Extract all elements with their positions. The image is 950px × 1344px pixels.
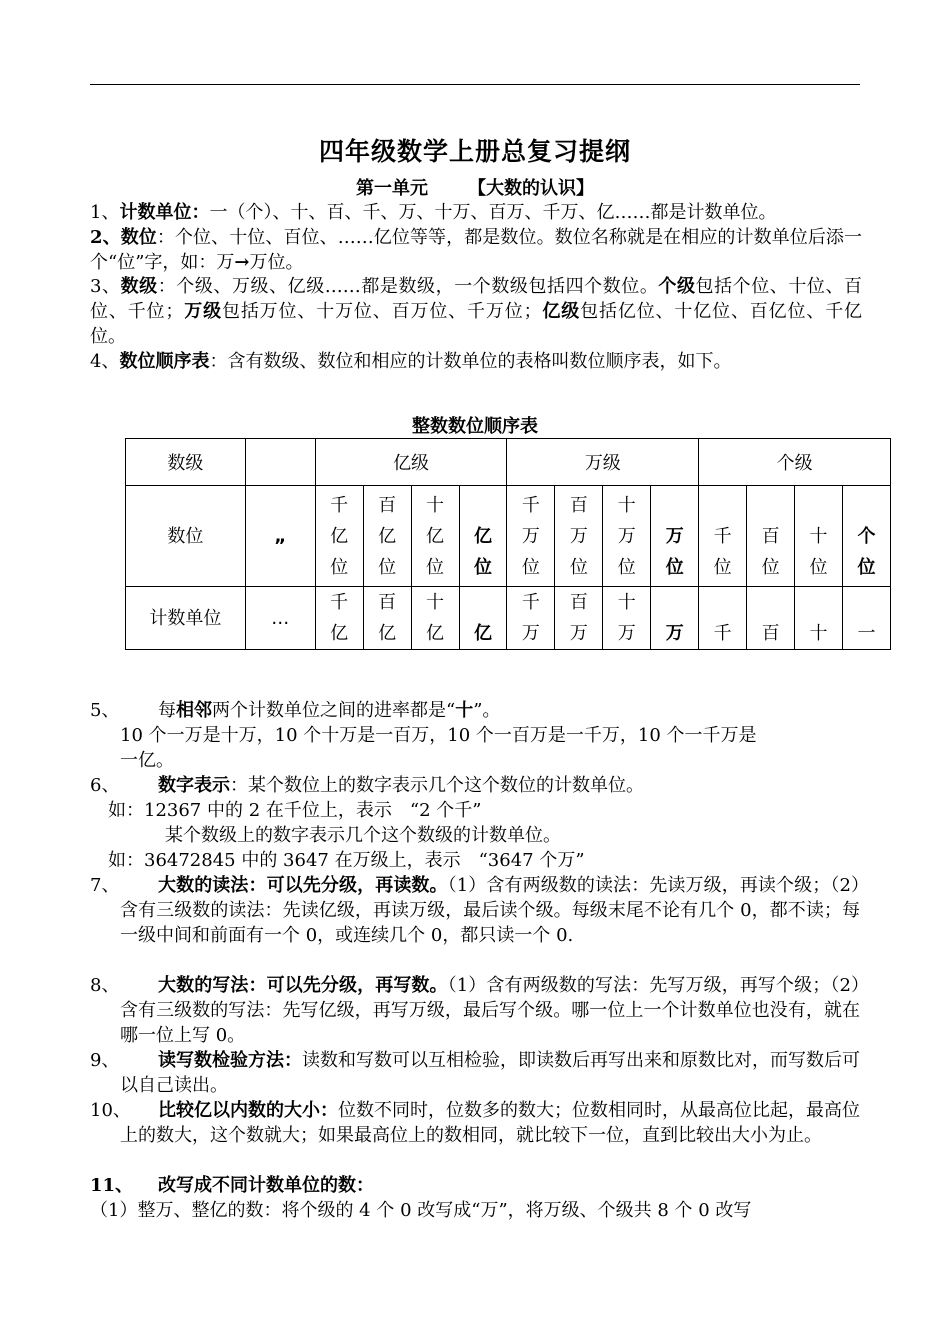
item-number-11: 11、 (90, 1175, 134, 1196)
digit-cell: 十 万 位 (603, 486, 651, 587)
unit-label: 第一单元 (356, 178, 428, 199)
term: 数级 (120, 276, 158, 297)
digit-cell: 千 亿 位 (315, 486, 363, 587)
text: 包括个位、十位、百位、千位； (90, 276, 863, 322)
paragraph-5: 每相邻两个计数单位之间的进率都是“十”。 (158, 700, 501, 721)
unit-topic: 【大数的认识】 (468, 178, 594, 199)
paragraph-11-sub1: （1）整万、整亿的数：将个级的 4 个 0 改写成“万”，将万级、个级共 8 个 0 改写 (90, 1200, 752, 1221)
unit-cell: 亿 (459, 587, 507, 650)
paragraph-5-line2: 10 个一万是十万，10 个十万是一百万，10 个一百万是一千万，10 个一千万是 (120, 725, 757, 746)
header-rule (90, 84, 860, 85)
item-number-9: 9、 (90, 1050, 120, 1071)
paragraph-4 (90, 349, 862, 374)
unit-cell: 万 (651, 587, 699, 650)
ellipsis-digit: „ (245, 486, 315, 587)
unit-cell: 一 (843, 587, 891, 650)
paragraph-7: 大数的读法：可以先分级，再读数。（1）含有两级数的读法：先读万级，再读个级；（2）含有三级数的读法：先读亿级，再读万级，最后读个级。每级末尾不论有几个 0，都不读；每一级中间和前面有一个 0，或连续几个 0，都只读一个 0. (120, 875, 860, 946)
text: ：个级、万级、亿级……都是数级，一个数级包括四个数位。 (157, 276, 659, 297)
term: 计数单位： (119, 202, 210, 223)
page-title: 四年级数学上册总复习提纲 (318, 137, 631, 166)
digit-cell: 千 位 (699, 486, 747, 587)
arrow-icon: → (234, 252, 250, 273)
text: ：含有数级、数位和相应的计数单位的表格叫数位顺序表，如下。 (209, 351, 732, 372)
item-number: 3、 (90, 276, 121, 297)
row-label-unit: 计数单位 (126, 587, 246, 650)
unit-cell: 十 万 (603, 587, 651, 650)
digit-cell: 百 万 位 (555, 486, 603, 587)
digit-cell: 十 亿 位 (411, 486, 459, 587)
table-caption: 整数数位顺序表 (412, 416, 538, 437)
example-1: 如：12367 中的 2 在千位上，表示 “2 个千” (108, 800, 482, 821)
paragraph-6: 数字表示：某个数位上的数字表示几个这个数位的计数单位。 (158, 775, 644, 796)
item-number: 1、 (90, 202, 120, 223)
place-value-table (125, 438, 891, 650)
digit-cell: 千 万 位 (507, 486, 555, 587)
unit-cell: 千 亿 (315, 587, 363, 650)
paragraph-2 (90, 225, 862, 275)
table-row-levels (126, 439, 891, 486)
paragraph-10: 比较亿以内数的大小：位数不同时，位数多的数大；位数相同时，从最高位比起，最高位上的数大，这个数就大；如果最高位上的数相同，就比较下一位，直到比较出大小为止。 (120, 1100, 860, 1146)
paragraph-1 (90, 200, 862, 225)
paragraph-6-line2: 某个数级上的数字表示几个这个数级的计数单位。 (165, 825, 561, 846)
text: 万位。 (249, 252, 304, 273)
item-number-8: 8、 (90, 975, 120, 996)
item-number-10: 10、 (90, 1100, 131, 1121)
digit-cell: 十 位 (795, 486, 843, 587)
unit-cell: 十 亿 (411, 587, 459, 650)
paragraph-5-line3: 一亿。 (120, 750, 174, 771)
text: 包括万位、十万位、百万位、千万位； (221, 301, 542, 322)
example-2: 如：36472845 中的 3647 在万级上，表示 “3647 个万” (108, 850, 585, 871)
unit-cell: 百 亿 (363, 587, 411, 650)
term: 万级 (183, 301, 222, 322)
unit-cell: 百 (747, 587, 795, 650)
digit-cell: 万 位 (651, 486, 699, 587)
digit-cell: 亿 位 (459, 486, 507, 587)
ellipsis-unit: … (245, 587, 315, 650)
term: 个级 (658, 276, 696, 297)
term: 数位 (120, 227, 157, 248)
row-label-digit: 数位 (126, 486, 246, 587)
item-number: 2、 (90, 227, 121, 248)
item-number: 4、 (90, 351, 120, 372)
text: ：个位、十位、百位、……亿位等等，都是数位。数位名称就是在相应的计数单位后添一个“位”字，如：万 (90, 227, 863, 273)
item-number-7: 7、 (90, 875, 120, 896)
unit-cell: 千 (699, 587, 747, 650)
item-number-5: 5、 (90, 700, 120, 721)
unit-cell: 十 (795, 587, 843, 650)
term: 数位顺序表 (119, 351, 210, 372)
paragraph-3 (90, 274, 862, 349)
paragraph-8: 大数的写法：可以先分级，再写数。（1）含有两级数的写法：先写万级，再写个级；（2）含有三级数的写法：先写亿级，再写万级，最后写个级。哪一位上一个计数单位也没有，就在哪一位上写 0。 (120, 975, 860, 1046)
text: 包括亿位、十亿位、百亿位、千亿位。 (90, 301, 863, 347)
level-ge: 个级 (699, 439, 891, 486)
table-cell-blank (245, 439, 315, 486)
digit-cell: 个 位 (843, 486, 891, 587)
item-number-6: 6、 (90, 775, 120, 796)
paragraph-9: 读写数检验方法：读数和写数可以互相检验，即读数后再写出来和原数比对，而写数后可以自己读出。 (120, 1050, 860, 1096)
table-row-units (126, 587, 891, 650)
unit-cell: 千 万 (507, 587, 555, 650)
term: 亿级 (541, 301, 581, 322)
level-wan: 万级 (507, 439, 699, 486)
digit-cell: 百 亿 位 (363, 486, 411, 587)
text: 一（个）、十、百、千、万、十万、百万、千万、亿……都是计数单位。 (209, 202, 777, 223)
table-row-digits (126, 486, 891, 587)
level-yi: 亿级 (315, 439, 507, 486)
paragraph-11-heading: 改写成不同计数单位的数： (158, 1175, 374, 1196)
row-label-level: 数级 (126, 439, 246, 486)
unit-heading (0, 174, 950, 200)
digit-cell: 百 位 (747, 486, 795, 587)
unit-cell: 百 万 (555, 587, 603, 650)
